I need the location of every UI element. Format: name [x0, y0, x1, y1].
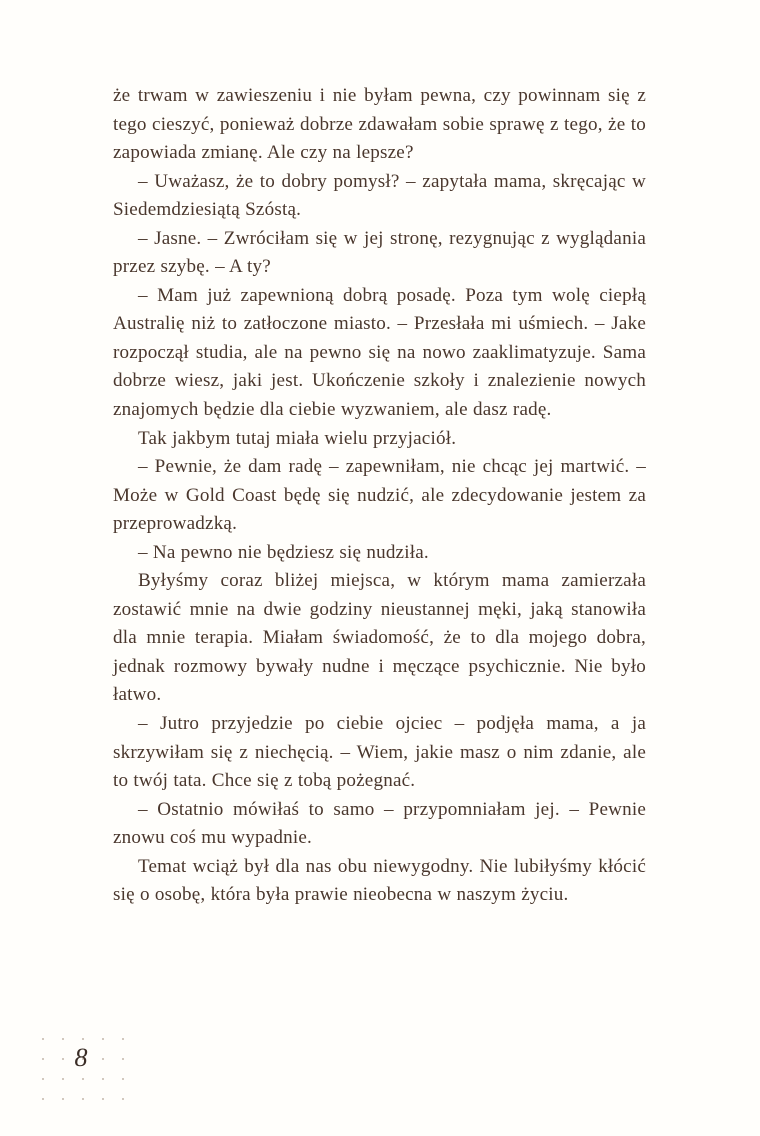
ornament-dot	[102, 1098, 104, 1100]
page-text-block	[113, 82, 646, 910]
paragraph: – Jutro przyjedzie po ciebie ojciec – podjęła mama, a ja skrzywiłam się z niechęcią. – Wiem, jakie masz o nim zdanie, ale to twój tata. Chce się z tobą pożegnać.	[113, 713, 646, 792]
paragraph: – Jasne. – Zwróciłam się w jej stronę, rezygnując z wyglądania przez szybę. – A ty?	[113, 227, 646, 278]
paragraph: Temat wciąż był dla nas obu niewygodny. Nie lubiłyśmy kłócić się o osobę, która była prawie nieobecna w naszym życiu.	[113, 855, 646, 906]
ornament-dot	[42, 1058, 44, 1060]
paragraph: że trwam w zawieszeniu i nie byłam pewna, czy powinnam się z tego cieszyć, ponieważ dobrze zdawałam sobie sprawę z tego, że to zapowiada zmianę. Ale czy na lepsze?	[113, 85, 646, 164]
ornament-dot	[102, 1038, 104, 1040]
folio	[36, 1028, 166, 1120]
ornament-dot	[82, 1038, 84, 1040]
ornament-dot	[102, 1058, 104, 1060]
dot-grid-ornament-icon	[36, 1028, 166, 1120]
ornament-dot	[102, 1078, 104, 1080]
ornament-dot	[122, 1098, 124, 1100]
paragraph: – Pewnie, że dam radę – zapewniłam, nie chcąc jej martwić. – Może w Gold Coast będę się nudzić, ale zdecydowanie jestem za przeprowadzką.	[113, 456, 646, 535]
paragraph: – Uważasz, że to dobry pomysł? – zapytała mama, skręcając w Siedemdziesiątą Szóstą.	[113, 170, 646, 221]
ornament-dot	[82, 1078, 84, 1080]
ornament-dot	[42, 1078, 44, 1080]
ornament-dot	[82, 1098, 84, 1100]
page-number: 8	[74, 1043, 88, 1072]
ornament-dot	[62, 1078, 64, 1080]
ornament-dot	[62, 1058, 64, 1060]
ornament-dot	[122, 1038, 124, 1040]
paragraph: – Na pewno nie będziesz się nudziła.	[138, 541, 429, 563]
paragraph: Byłyśmy coraz bliżej miejsca, w którym mama zamierzała zostawić mnie na dwie godziny nieustannej męki, jaką stanowiła dla mnie terapia. Miałam świadomość, że to dla mojego dobra, jednak rozmowy bywały nudne i męczące psychicznie. Nie było łatwo.	[113, 570, 646, 706]
ornament-dot	[122, 1078, 124, 1080]
ornament-dot	[122, 1058, 124, 1060]
paragraph: Tak jakbym tutaj miała wielu przyjaciół.	[138, 427, 457, 449]
paragraph: – Ostatnio mówiłaś to samo – przypomniałam jej. – Pewnie znowu coś mu wypadnie.	[113, 798, 646, 849]
paragraph: – Mam już zapewnioną dobrą posadę. Poza tym wolę ciepłą Australię niż to zatłoczone miasto. – Przesłała mi uśmiech. – Jake rozpoczął studia, ale na pewno się na nowo zaaklimatyzuje. Sama dobrze wiesz, jaki jest. Ukończenie szkoły i znalezienie nowych znajomych będzie dla ciebie wyzwaniem, ale dasz radę.	[113, 284, 646, 421]
ornament-dot	[62, 1038, 64, 1040]
ornament-dot	[62, 1098, 64, 1100]
ornament-dot	[42, 1038, 44, 1040]
ornament-dot	[42, 1098, 44, 1100]
